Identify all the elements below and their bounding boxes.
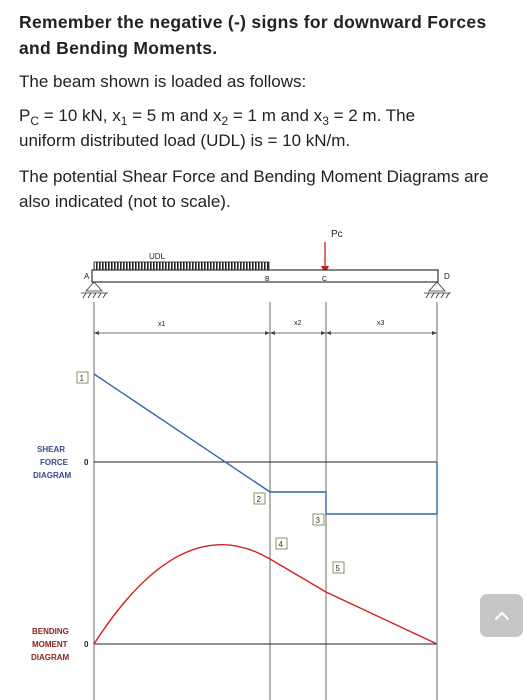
marker-3 xyxy=(313,514,324,525)
moment-label-1: BENDING xyxy=(32,627,69,636)
x2-value: = 1 m and x xyxy=(228,106,323,125)
heading: Remember the negative (-) signs for downward Forces and Bending Moments. xyxy=(19,12,487,58)
marker-1 xyxy=(77,372,88,383)
support-left xyxy=(81,282,108,298)
marker-1-label: 1 xyxy=(79,374,84,383)
point-c-label: C xyxy=(322,276,328,283)
shear-label-1: SHEAR xyxy=(37,445,66,454)
point-d-label: D xyxy=(444,272,450,281)
x1-label: x1 xyxy=(158,321,166,328)
udl-text: uniform distributed load (UDL) is = 10 kN/m. xyxy=(19,131,351,150)
moment-zero: 0 xyxy=(84,640,89,649)
x3-subscript: 3 xyxy=(322,114,329,128)
marker-3-label: 3 xyxy=(315,516,320,525)
loading-text xyxy=(19,103,519,153)
x2-label: x2 xyxy=(294,320,302,327)
guide-lines xyxy=(94,302,437,700)
x3-value: = 2 m. The xyxy=(328,106,416,125)
moment-label-3: DIAGRAM xyxy=(31,653,70,662)
shear-label-2: FORCE xyxy=(40,458,68,467)
marker-2 xyxy=(254,493,265,504)
shear-zero: 0 xyxy=(84,458,89,467)
intro-text: The beam shown is loaded as follows: xyxy=(19,72,307,91)
marker-2-label: 2 xyxy=(256,495,261,504)
point-a-label: A xyxy=(84,272,90,281)
point-load-label: Pc xyxy=(331,229,343,240)
pc-value: = 10 kN, x xyxy=(39,106,121,125)
pc-symbol: P xyxy=(19,106,31,125)
pc-subscript: C xyxy=(30,114,40,128)
x3-label: x3 xyxy=(377,320,385,327)
scroll-top-button[interactable] xyxy=(480,594,523,637)
moment-label-2: MOMENT xyxy=(32,640,68,649)
udl-label: UDL xyxy=(149,252,166,261)
marker-4 xyxy=(276,538,287,549)
x1-value: = 5 m and x xyxy=(127,106,222,125)
marker-4-label: 4 xyxy=(278,540,283,549)
diagrams-note: The potential Shear Force and Bending Moment Diagrams are also indicated (not to scale). xyxy=(19,167,489,211)
chevron-up-icon xyxy=(494,611,510,621)
dimension-line xyxy=(94,331,437,335)
support-right xyxy=(424,282,451,298)
udl-load xyxy=(94,262,269,270)
x1-subscript: 1 xyxy=(120,114,128,128)
beam-figure xyxy=(0,222,527,700)
point-b-label: B xyxy=(265,276,270,283)
marker-5-label: 5 xyxy=(335,564,340,573)
x2-subscript: 2 xyxy=(221,114,229,128)
shear-force-line xyxy=(94,374,437,514)
bending-moment-curve xyxy=(94,545,437,644)
shear-label-3: DIAGRAM xyxy=(33,471,72,480)
marker-5 xyxy=(333,562,344,573)
